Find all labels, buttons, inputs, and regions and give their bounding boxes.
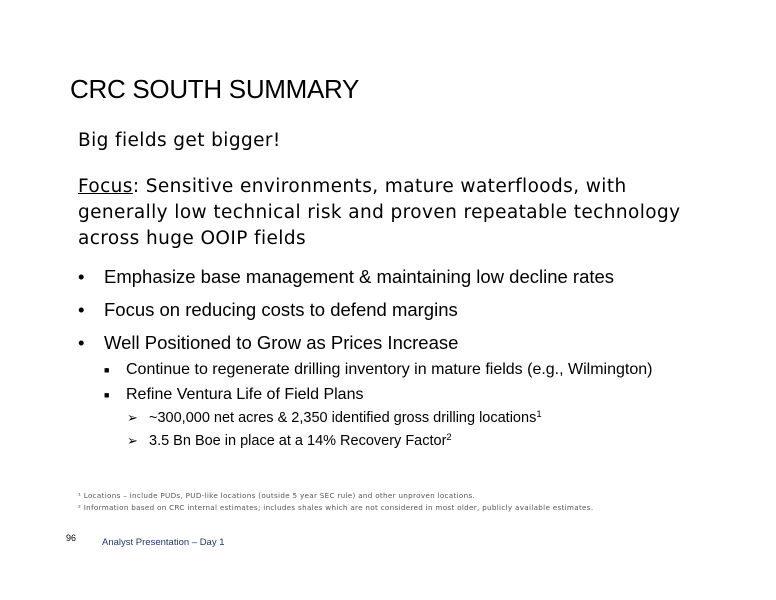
footnote-1: ¹ Locations – include PUDs, PUD-like locations (outside 5 year SEC rule) and other unproven locations. bbox=[78, 491, 476, 500]
focus-text-line3: across huge OOIP fields bbox=[78, 228, 307, 249]
sub-bullet-item bbox=[104, 385, 364, 405]
subsub-bullet-text: 3.5 Bn Boe in place at a 14% Recovery Factor bbox=[149, 433, 447, 449]
focus-text-line2: generally low technical risk and proven repeatable technology bbox=[78, 202, 681, 223]
arrow-bullet-icon: ➢ bbox=[127, 410, 138, 425]
subsub-bullet-text: ~300,000 net acres & 2,350 identified gross drilling locations bbox=[149, 410, 537, 426]
bullet-text: Emphasize base management & maintaining low decline rates bbox=[104, 266, 615, 287]
bullet-list bbox=[78, 264, 614, 363]
bullet-text: Focus on reducing costs to defend margins bbox=[104, 299, 458, 320]
headline-text: Big fields get bigger! bbox=[78, 130, 281, 151]
arrow-bullet-icon: ➢ bbox=[127, 433, 138, 448]
footnote-2: ² Information based on CRC internal estimates; includes shales which are not considered in most older, publicly available estimates. bbox=[78, 503, 594, 512]
sub-bullet-marker: ■ bbox=[104, 390, 110, 400]
bullet-item bbox=[78, 264, 614, 297]
bullet-marker: • bbox=[78, 299, 85, 320]
footnote-ref: 1 bbox=[536, 409, 542, 420]
focus-paragraph bbox=[78, 174, 680, 252]
bullet-item bbox=[78, 297, 614, 330]
bullet-marker: • bbox=[78, 266, 85, 287]
sub-bullet-text: Refine Ventura Life of Field Plans bbox=[126, 386, 364, 403]
slide-title: CRC SOUTH SUMMARY bbox=[70, 74, 360, 104]
subsub-bullet-item bbox=[127, 408, 542, 428]
footer-text: Analyst Presentation – Day 1 bbox=[102, 537, 225, 548]
subsub-bullet-item bbox=[127, 431, 452, 451]
page-number: 96 bbox=[66, 533, 77, 543]
bullet-item bbox=[78, 330, 614, 363]
bullet-marker: • bbox=[78, 332, 85, 353]
focus-text-line1: : Sensitive environments, mature waterfloods, with bbox=[132, 176, 627, 197]
sub-bullet-item bbox=[104, 360, 653, 380]
bullet-text: Well Positioned to Grow as Prices Increase bbox=[104, 332, 459, 353]
footnote-ref: 2 bbox=[446, 432, 452, 443]
focus-label: Focus bbox=[78, 176, 133, 197]
sub-bullet-marker: ■ bbox=[104, 365, 110, 375]
sub-bullet-text: Continue to regenerate drilling inventory in mature fields (e.g., Wilmington) bbox=[126, 361, 653, 378]
